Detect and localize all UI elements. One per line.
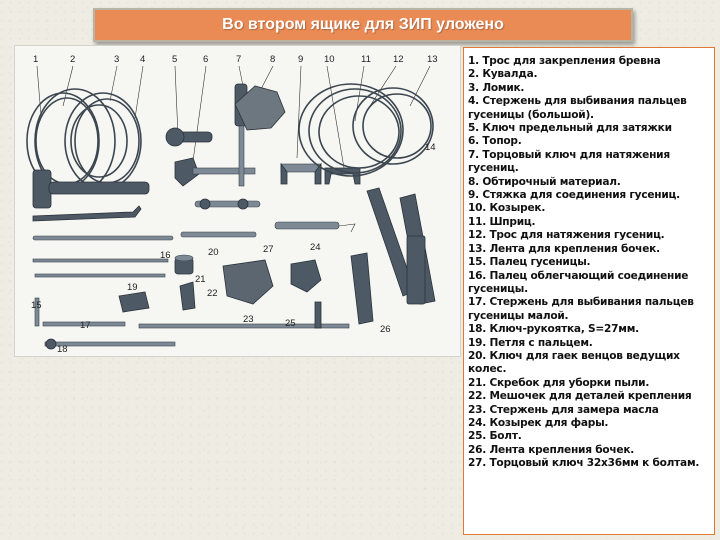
legend-item: 19. Петля с пальцем. [468, 336, 593, 349]
callout-18: 18 [57, 344, 68, 355]
callout-4: 4 [140, 54, 146, 65]
callout-15: 15 [31, 300, 42, 311]
legend-item: 1. Трос для закрепления бревна [468, 55, 661, 67]
legend-item: 18. Ключ-рукоятка, S=27мм. [468, 323, 639, 336]
legend-item: 11. Шприц. [468, 215, 536, 228]
callout-25: 25 [285, 318, 296, 329]
legend-item: 8. Обтирочный материал. [468, 175, 621, 188]
callout-labels-top [33, 54, 438, 65]
callout-10: 10 [324, 54, 335, 65]
legend-item: 7. Торцовый ключ для натяжения гусениц. [468, 148, 670, 175]
legend-item: 27. Торцовый ключ 32х36мм к болтам. [468, 457, 700, 470]
legend-item: 23. Стержень для замера масла [468, 403, 659, 416]
callout-24: 24 [310, 242, 321, 253]
legend-item: 20. Ключ для гаек венцов ведущих колес. [468, 349, 680, 376]
legend-item: 10. Козырек. [468, 202, 546, 215]
legend-item: 15. Палец гусеницы. [468, 256, 591, 269]
legend-item: 21. Скребок для уборки пыли. [468, 376, 650, 389]
callout-14: 14 [425, 142, 436, 153]
legend-item: 26. Лента крепления бочек. [468, 443, 635, 456]
legend-item: 4. Стержень для выбивания пальцев гусеницы (большой). [468, 95, 687, 121]
legend-item: 6. Топор. [468, 135, 522, 148]
callout-19: 19 [127, 282, 138, 293]
callout-7: 7 [236, 54, 242, 65]
callout-13: 13 [427, 54, 438, 65]
legend-item: 16. Палец облегчающий соединение гусеницы. [468, 269, 689, 295]
callout-17: 17 [80, 320, 91, 331]
legend-item: 5. Ключ предельный для затяжки [468, 122, 672, 135]
legend-item: 2. Кувалда. [468, 68, 538, 81]
callout-5: 5 [172, 54, 178, 65]
callout-1: 1 [33, 54, 39, 65]
legend-item: 25. Болт. [468, 430, 522, 443]
callout-22: 22 [207, 288, 218, 299]
callout-11: 11 [361, 54, 371, 65]
callout-6: 6 [203, 54, 209, 65]
callout-20: 20 [208, 247, 219, 258]
legend-item: 12. Трос для натяжения гусениц. [468, 229, 665, 242]
callout-3: 3 [114, 54, 120, 65]
callout-21: 21 [195, 274, 206, 285]
callout-26: 26 [380, 324, 391, 335]
legend-panel [463, 47, 715, 535]
legend-item: 24. Козырек для фары. [468, 416, 609, 429]
callout-2: 2 [70, 54, 76, 65]
legend-item: 3. Ломик. [468, 81, 525, 94]
legend-item: 13. Лента для крепления бочек. [468, 242, 660, 255]
legend-item: 17. Стержень для выбивания пальцев гусеницы малой. [468, 296, 694, 322]
legend-list [468, 55, 714, 471]
slide-title: Во втором ящике для ЗИП уложено [93, 8, 633, 42]
callout-8: 8 [270, 54, 276, 65]
legend-item: 22. Мешочек для деталей крепления [468, 390, 692, 403]
callout-23: 23 [243, 314, 254, 325]
legend-item: 9. Стяжка для соединения гусениц. [468, 189, 680, 202]
tools-illustration [14, 45, 461, 357]
callout-9: 9 [298, 54, 304, 65]
callout-27: 27 [263, 244, 274, 255]
callout-12: 12 [393, 54, 404, 65]
callout-16: 16 [160, 250, 171, 261]
